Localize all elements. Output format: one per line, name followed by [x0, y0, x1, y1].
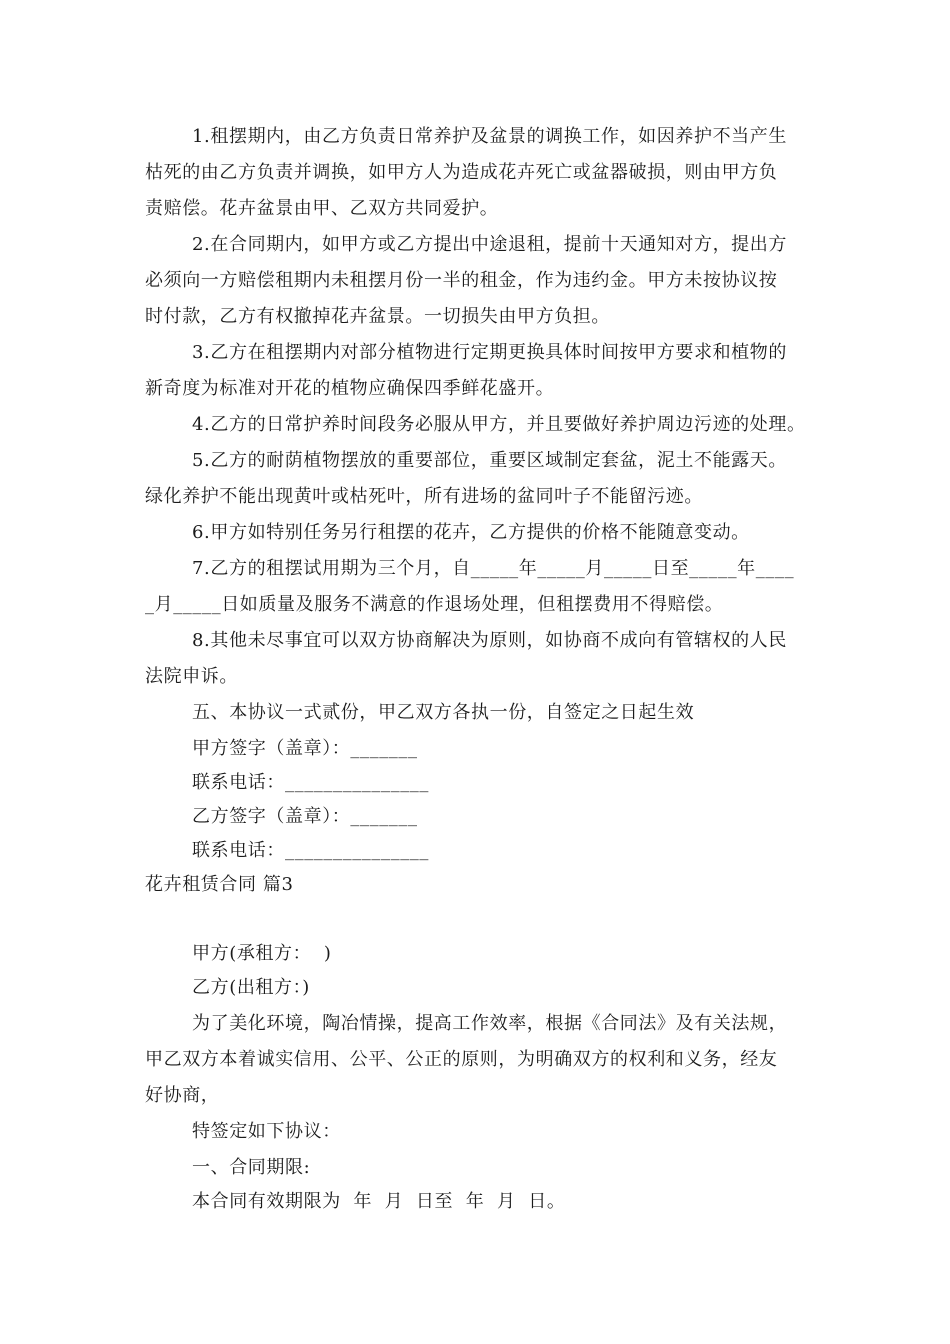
item-3-line-2: 新奇度为标准对开花的植物应确保四季鲜花盛开。 — [145, 378, 555, 399]
term-text: 本合同有效期限为 年 月 日至 年 月 日。 — [192, 1191, 566, 1212]
preamble-line-3: 好协商， — [145, 1085, 220, 1106]
party-a-phone: 联系电话：_______________ — [192, 772, 429, 793]
item-4-line-1: 4.乙方的日常护养时间段务必服从甲方，并且要做好养护周边污迹的处理。 — [192, 414, 806, 435]
item-5-line-2: 绿化养护不能出现黄叶或枯死叶，所有进场的盆同叶子不能留污迹。 — [145, 486, 703, 507]
party-b-phone: 联系电话：_______________ — [192, 840, 429, 861]
preamble-line-2: 甲乙双方本着诚实信用、公平、公正的原则，为明确双方的权利和义务，经友 — [145, 1049, 778, 1070]
item-2-line-3: 时付款，乙方有权撤掉花卉盆景。一切损失由甲方负担。 — [145, 306, 610, 327]
preamble-line-1: 为了美化环境，陶冶情操，提高工作效率，根据《合同法》及有关法规， — [192, 1013, 788, 1034]
party-b-signature: 乙方签字（盖章）：_______ — [192, 806, 418, 827]
item-2-line-1: 2.在合同期内，如甲方或乙方提出中途退租，提前十天通知对方，提出方 — [192, 234, 787, 255]
item-5-line-1: 5.乙方的耐荫植物摆放的重要部位，重要区域制定套盆，泥土不能露天。 — [192, 450, 787, 471]
lessee-line: 甲方(承租方： ) — [192, 943, 332, 964]
party-a-signature: 甲方签字（盖章）：_______ — [192, 738, 418, 759]
term-heading: 一、合同期限: — [192, 1157, 311, 1178]
clause-five: 五、本协议一式贰份，甲乙双方各执一份，自签定之日起生效 — [192, 702, 695, 723]
agreement-intro: 特签定如下协议： — [192, 1121, 341, 1142]
item-1-line-3: 责赔偿。花卉盆景由甲、乙双方共同爱护。 — [145, 198, 499, 219]
lessor-line: 乙方(出租方：) — [192, 977, 310, 998]
item-1-line-1: 1.租摆期内，由乙方负责日常养护及盆景的调换工作，如因养护不当产生 — [192, 126, 787, 147]
item-6-line-1: 6.甲方如特别任务另行租摆的花卉，乙方提供的价格不能随意变动。 — [192, 522, 750, 543]
item-8-line-1: 8.其他未尽事宜可以双方协商解决为原则，如协商不成向有管辖权的人民 — [192, 630, 787, 651]
item-7-line-1: 7.乙方的租摆试用期为三个月，自_____年_____月_____日至_____年____ — [192, 558, 795, 579]
item-2-line-2: 必须向一方赔偿租期内未租摆月份一半的租金，作为违约金。甲方未按协议按 — [145, 270, 778, 291]
item-3-line-1: 3.乙方在租摆期内对部分植物进行定期更换具体时间按甲方要求和植物的 — [192, 342, 787, 363]
item-8-line-2: 法院申诉。 — [145, 666, 238, 687]
item-1-line-2: 枯死的由乙方负责并调换，如甲方人为造成花卉死亡或盆器破损，则由甲方负 — [145, 162, 778, 183]
item-7-line-2: _月_____日如质量及服务不满意的作退场处理，但租摆费用不得赔偿。 — [145, 594, 724, 615]
section-title: 花卉租赁合同 篇3 — [145, 874, 294, 895]
